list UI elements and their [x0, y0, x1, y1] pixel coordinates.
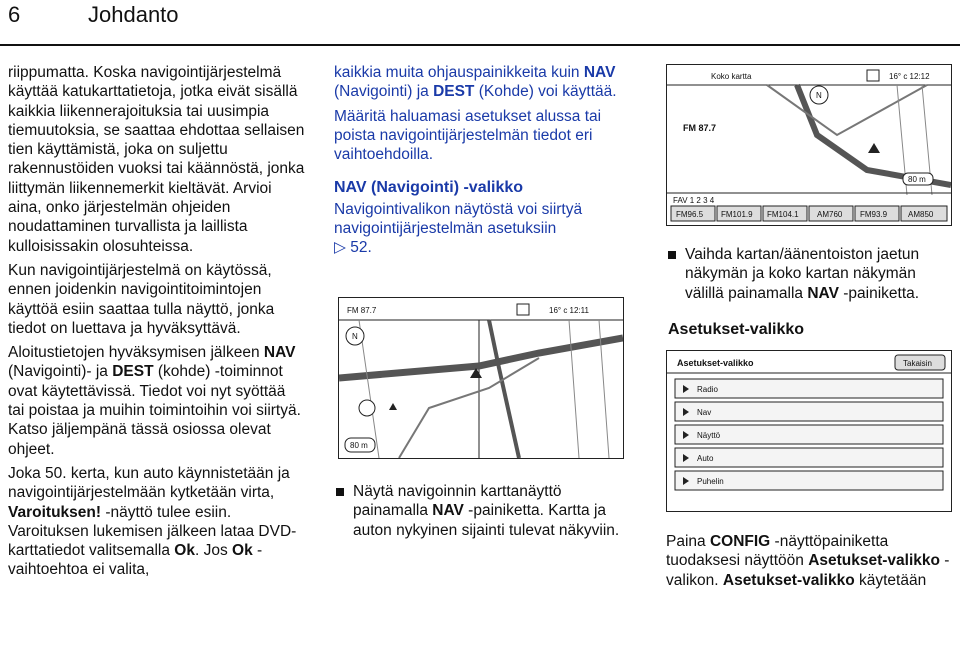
page-header — [0, 0, 960, 46]
settings-item-nav[interactable] — [675, 402, 943, 421]
svg-text:Radio: Radio — [697, 385, 718, 394]
settings-title: Asetukset-valikko — [677, 358, 754, 368]
chapter-title: Johdanto — [88, 2, 179, 27]
svg-text:Takaisin: Takaisin — [903, 359, 932, 368]
svg-text:Puhelin: Puhelin — [697, 477, 724, 486]
poi-icon — [389, 403, 397, 410]
settings-item-radio[interactable] — [675, 379, 943, 398]
column-middle — [334, 63, 634, 263]
svg-text:Auto: Auto — [697, 454, 714, 463]
svg-text:FM104.1: FM104.1 — [767, 210, 799, 219]
bullet-icon — [668, 251, 676, 259]
section-heading: Asetukset-valikko — [668, 321, 805, 338]
svg-text:N: N — [816, 91, 822, 100]
svg-text:Nav: Nav — [697, 408, 712, 417]
page-number: 6 — [8, 2, 21, 27]
favorites-label: FAV 1 2 3 4 — [673, 196, 715, 205]
svg-text:FM93.9: FM93.9 — [860, 210, 888, 219]
settings-item-display[interactable] — [675, 425, 943, 444]
info-icon — [517, 304, 529, 315]
poi-icon — [359, 400, 375, 416]
svg-text:FM96.5: FM96.5 — [676, 210, 704, 219]
settings-paragraph — [666, 532, 956, 595]
split-temp-time: 16° c 12:11 — [549, 306, 589, 315]
split-radio-label: FM 87.7 — [347, 306, 377, 315]
settings-heading-block — [668, 320, 948, 339]
full-map-title: Koko kartta — [711, 72, 752, 81]
paragraph: Aloitustietojen hyväksymisen jälkeen NAV (Navigointi)- ja DEST (kohde) -toiminnot ovat käytettävissä. Tiedot voi nyt syöttää tai poistaa ja muihin toimintoihin voi siirtyä. Katso jäljempänä tässä osiossa olevat ohjeet. — [8, 344, 301, 458]
vehicle-position-icon — [868, 143, 880, 153]
paragraph: Määritä haluamasi asetukset alussa tai poista navigointijärjestelmän tiedot eri vaihtoehdoilla. — [334, 107, 602, 164]
full-radio-label: FM 87.7 — [683, 123, 717, 133]
column-left — [8, 63, 306, 585]
svg-text:FM101.9: FM101.9 — [721, 210, 753, 219]
bullet-nav-map: Näytä navigoinnin karttanäyttö painamalla NAV -painiketta. Kartta ja auton nykyinen sijainti tulevat näkyviin. — [334, 482, 634, 540]
paragraph: Paina CONFIG -näyttöpainiketta tuodaksesi näyttöön Asetukset-valikko -valikon. Asetukset-valikko käytetään — [666, 533, 950, 589]
bullet-icon — [336, 488, 344, 496]
settings-menu-screenshot — [666, 350, 952, 512]
svg-text:N: N — [352, 332, 358, 341]
paragraph: Joka 50. kerta, kun auto käynnistetään ja navigointijärjestelmään kytketään virta, Varoituksen! -näyttö tulee esiin. Varoituksen lukemisen jälkeen lataa DVD-karttatiedot valitsemalla Ok. Jos Ok -vaihtoehtoa ei valita, — [8, 464, 297, 579]
preset-row — [671, 206, 947, 221]
bullet-nav-toggle: Vaihda kartan/äänentoiston jaetun näkymän ja koko kartan näkymän välillä painamalla NAV -painiketta. — [666, 245, 954, 303]
paragraph: riippumatta. Koska navigointijärjestelmä käyttää katukarttatietoja, jotka eivät sisällä kaikkia liikennerajoituksia tai uusimpia tiemuutoksia, se saattaa ehdottaa sellaisen tien käyttämistä, joka on suljettu rakennustöiden vuoksi tai käännöstä, jonka liittymän liikennemerkit kieltävät. Arvioi aina, onko järjestelmän ohjeiden noudattaminen turvallista ja laillista kulloisissakin olosuhteissa. — [8, 64, 305, 255]
full-temp-time: 16° c 12:12 — [889, 72, 930, 81]
settings-item-auto[interactable] — [675, 448, 943, 467]
settings-item-phone[interactable] — [675, 471, 943, 490]
svg-text:AM850: AM850 — [908, 210, 934, 219]
paragraph: Navigointivalikon näytöstä voi siirtyä navigointijärjestelmän asetuksiin ▷ 52. — [334, 200, 583, 257]
svg-text:80 m: 80 m — [350, 441, 368, 450]
full-map-screenshot — [666, 64, 952, 226]
svg-text:Näyttö: Näyttö — [697, 431, 721, 440]
section-heading: NAV (Navigointi) -valikko — [334, 179, 524, 197]
svg-text:AM760: AM760 — [817, 210, 843, 219]
split-map-screenshot — [338, 297, 624, 459]
paragraph: kaikkia muita ohjauspainikkeita kuin NAV (Navigointi) ja DEST (Kohde) voi käyttää. — [334, 64, 617, 101]
page-reference[interactable]: 52. — [350, 239, 372, 257]
svg-text:80 m: 80 m — [908, 175, 926, 184]
page-ref-icon: ▷ — [334, 239, 346, 257]
info-icon — [867, 70, 879, 81]
paragraph: Kun navigointijärjestelmä on käytössä, ennen joidenkin navigointitoimintojen käyttöä esiin saattaa tulla näyttö, jonka tiedot on luettava ja hyväksyttävä. — [8, 261, 275, 337]
